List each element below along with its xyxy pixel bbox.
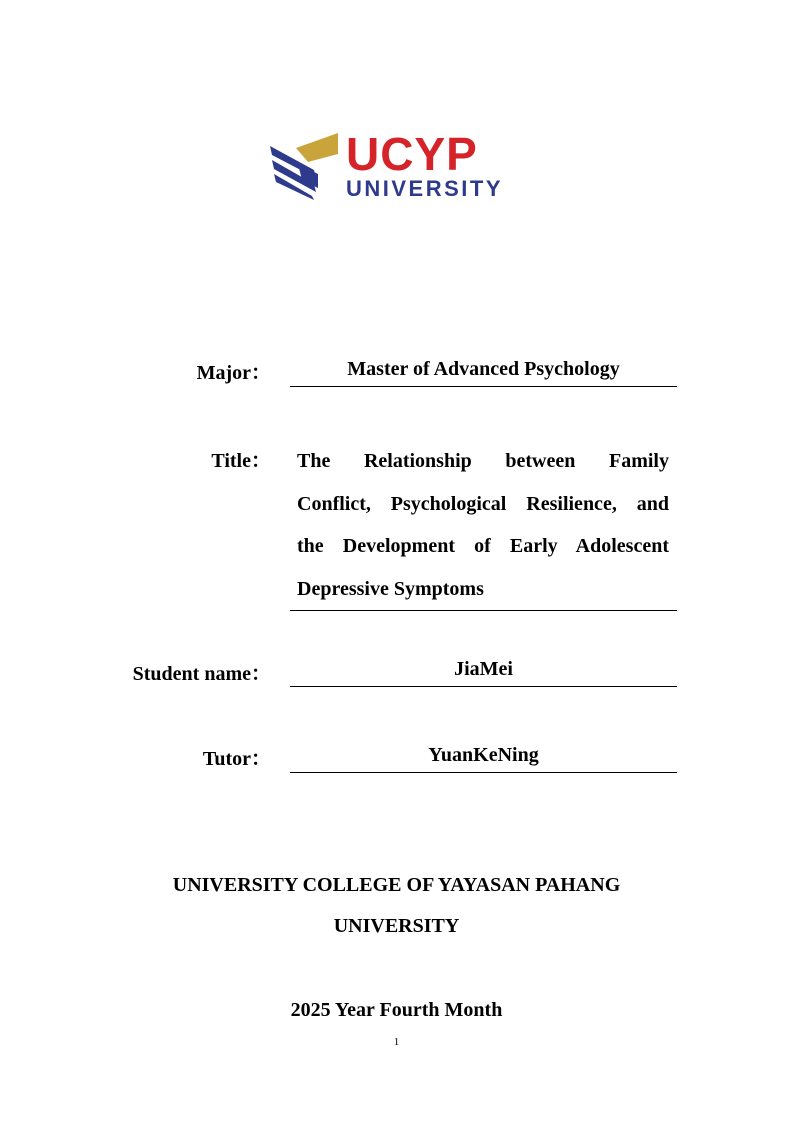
page-number: 1 xyxy=(393,1036,400,1048)
institution-line-1: UNIVERSITY COLLEGE OF YAYASAN PAHANG xyxy=(172,874,621,896)
thesis-title-line: Conflict, Psychological Resilience, and xyxy=(297,492,669,515)
submission-date: 2025 Year Fourth Month xyxy=(290,999,503,1021)
thesis-title-line: The Relationship between Family xyxy=(297,450,669,472)
student-name-value: JiaMei xyxy=(290,654,677,687)
university-logo xyxy=(268,128,528,203)
tutor-value: YuanKeNing xyxy=(290,740,677,773)
title-label: Title： xyxy=(211,450,271,472)
major-label: Major： xyxy=(196,362,271,384)
student-name-label: Student name： xyxy=(132,663,271,685)
thesis-title xyxy=(290,440,677,611)
thesis-title-line: the Development of Early Adolescent xyxy=(297,535,669,557)
logo-wing-gold xyxy=(296,133,338,162)
tutor-label: Tutor： xyxy=(202,748,271,770)
logo-brand: UCYP xyxy=(346,128,478,180)
major-value: Master of Advanced Psychology xyxy=(290,354,677,387)
thesis-title-line: Depressive Symptoms xyxy=(297,577,484,600)
institution-line-2: UNIVERSITY xyxy=(333,915,460,937)
logo-subtitle: UNIVERSITY xyxy=(346,176,504,201)
